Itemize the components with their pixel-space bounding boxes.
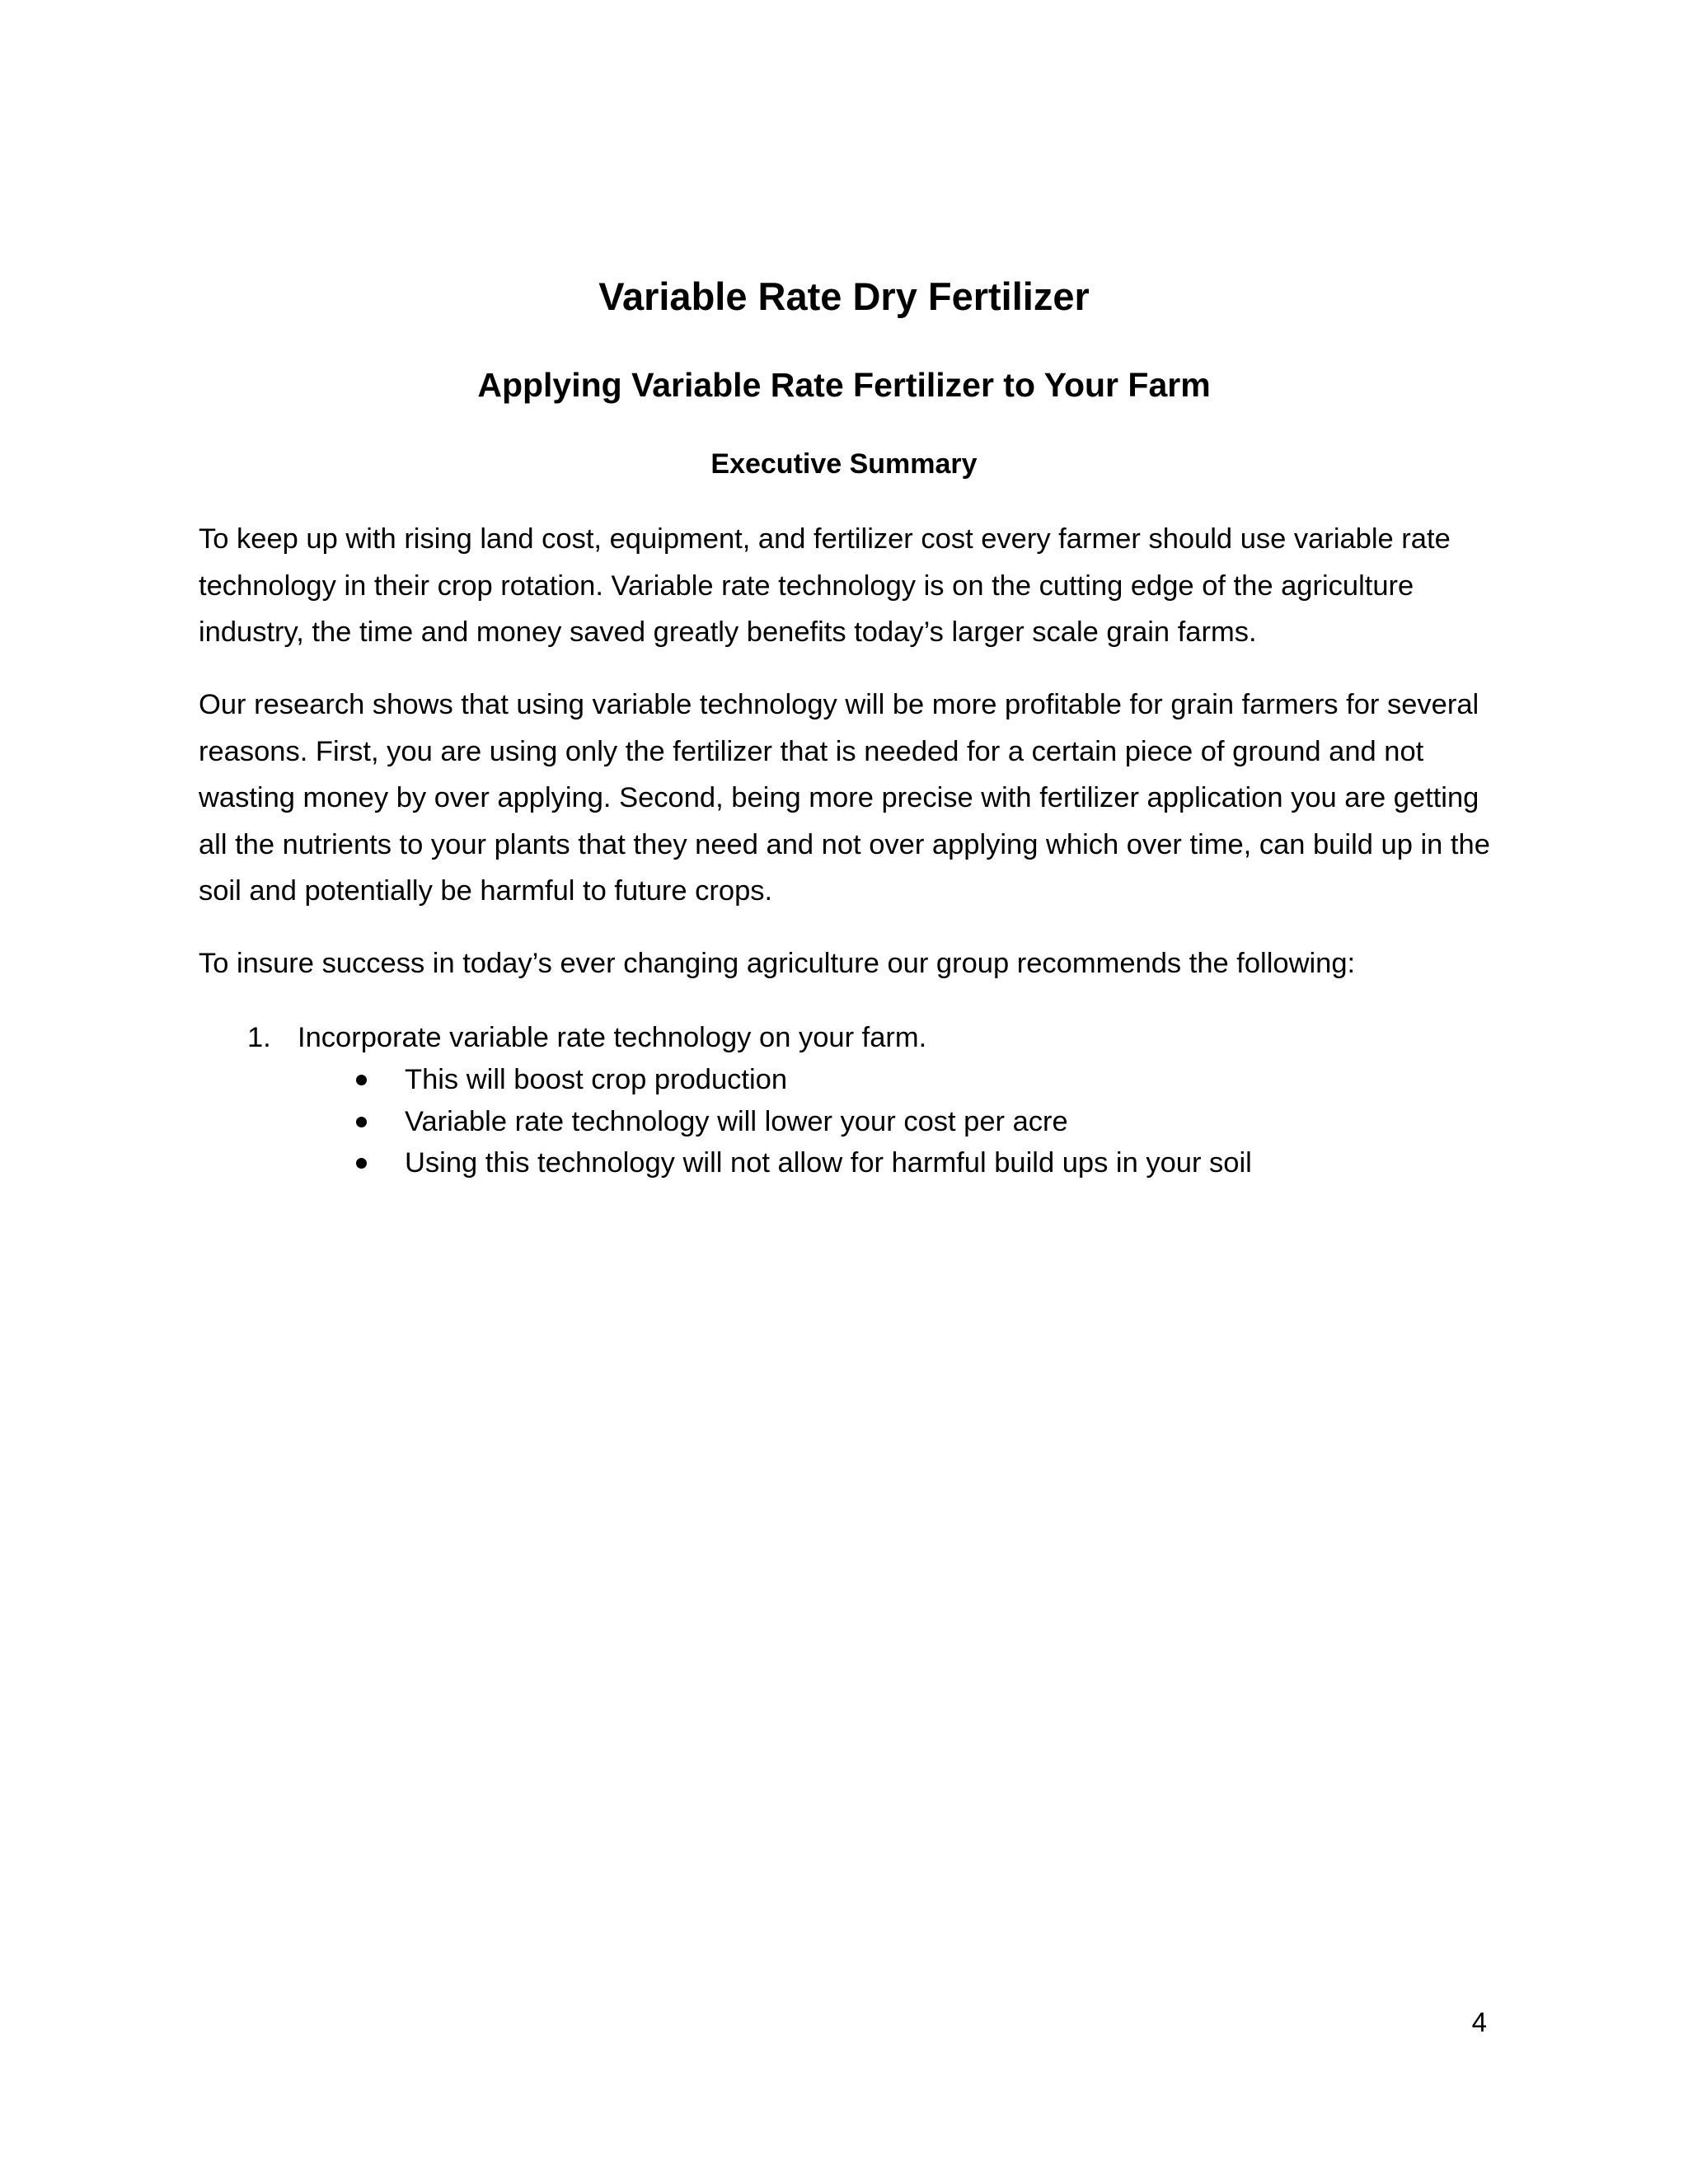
recommendation-bullets <box>199 1059 1501 1184</box>
bullet-item <box>199 1059 1501 1101</box>
bullet-text: This will boost crop production <box>405 1064 788 1095</box>
recommendation-row <box>199 1016 1501 1059</box>
bullet-dot-icon <box>356 1117 367 1127</box>
paragraph-2: Our research shows that using variable technology will be more profitable for grain farmers for several reasons. First, you are using only the fertilizer that is needed for a certain piece of ground and not wasting money by over applying. Second, being more precise with fertilizer application you are getting all the nutrients to your plants that they need and not over applying which over time, can build up in the soil and potentially be harmful to future crops. <box>199 689 1490 907</box>
bullet-item <box>199 1142 1501 1184</box>
recommendations-list <box>199 1016 1501 1184</box>
document-title: Variable Rate Dry Fertilizer <box>598 274 1090 318</box>
recommendation-item <box>199 1016 1501 1184</box>
recommendation-number: 1. <box>247 1022 271 1053</box>
section-heading-executive-summary: Executive Summary <box>710 448 978 480</box>
recommendation-text: Incorporate variable rate technology on your farm. <box>298 1022 927 1053</box>
paragraph-3: To insure success in today’s ever changing agriculture our group recommends the following: <box>199 948 1356 979</box>
bullet-text: Using this technology will not allow for harmful build ups in your soil <box>405 1147 1252 1179</box>
paragraph-1: To keep up with rising land cost, equipment, and fertilizer cost every farmer should use variable rate technology in their crop rotation. Variable rate technology is on the cutting edge of the agriculture industry, the time and money saved greatly benefits today’s larger scale grain farms. <box>199 523 1451 648</box>
bullet-dot-icon <box>356 1158 367 1169</box>
document-subtitle: Applying Variable Rate Fertilizer to Your Farm <box>477 366 1211 404</box>
bullet-dot-icon <box>356 1075 367 1085</box>
page-number: 4 <box>1471 2007 1487 2037</box>
bullet-item <box>199 1101 1501 1143</box>
bullet-text: Variable rate technology will lower your cost per acre <box>405 1105 1068 1137</box>
